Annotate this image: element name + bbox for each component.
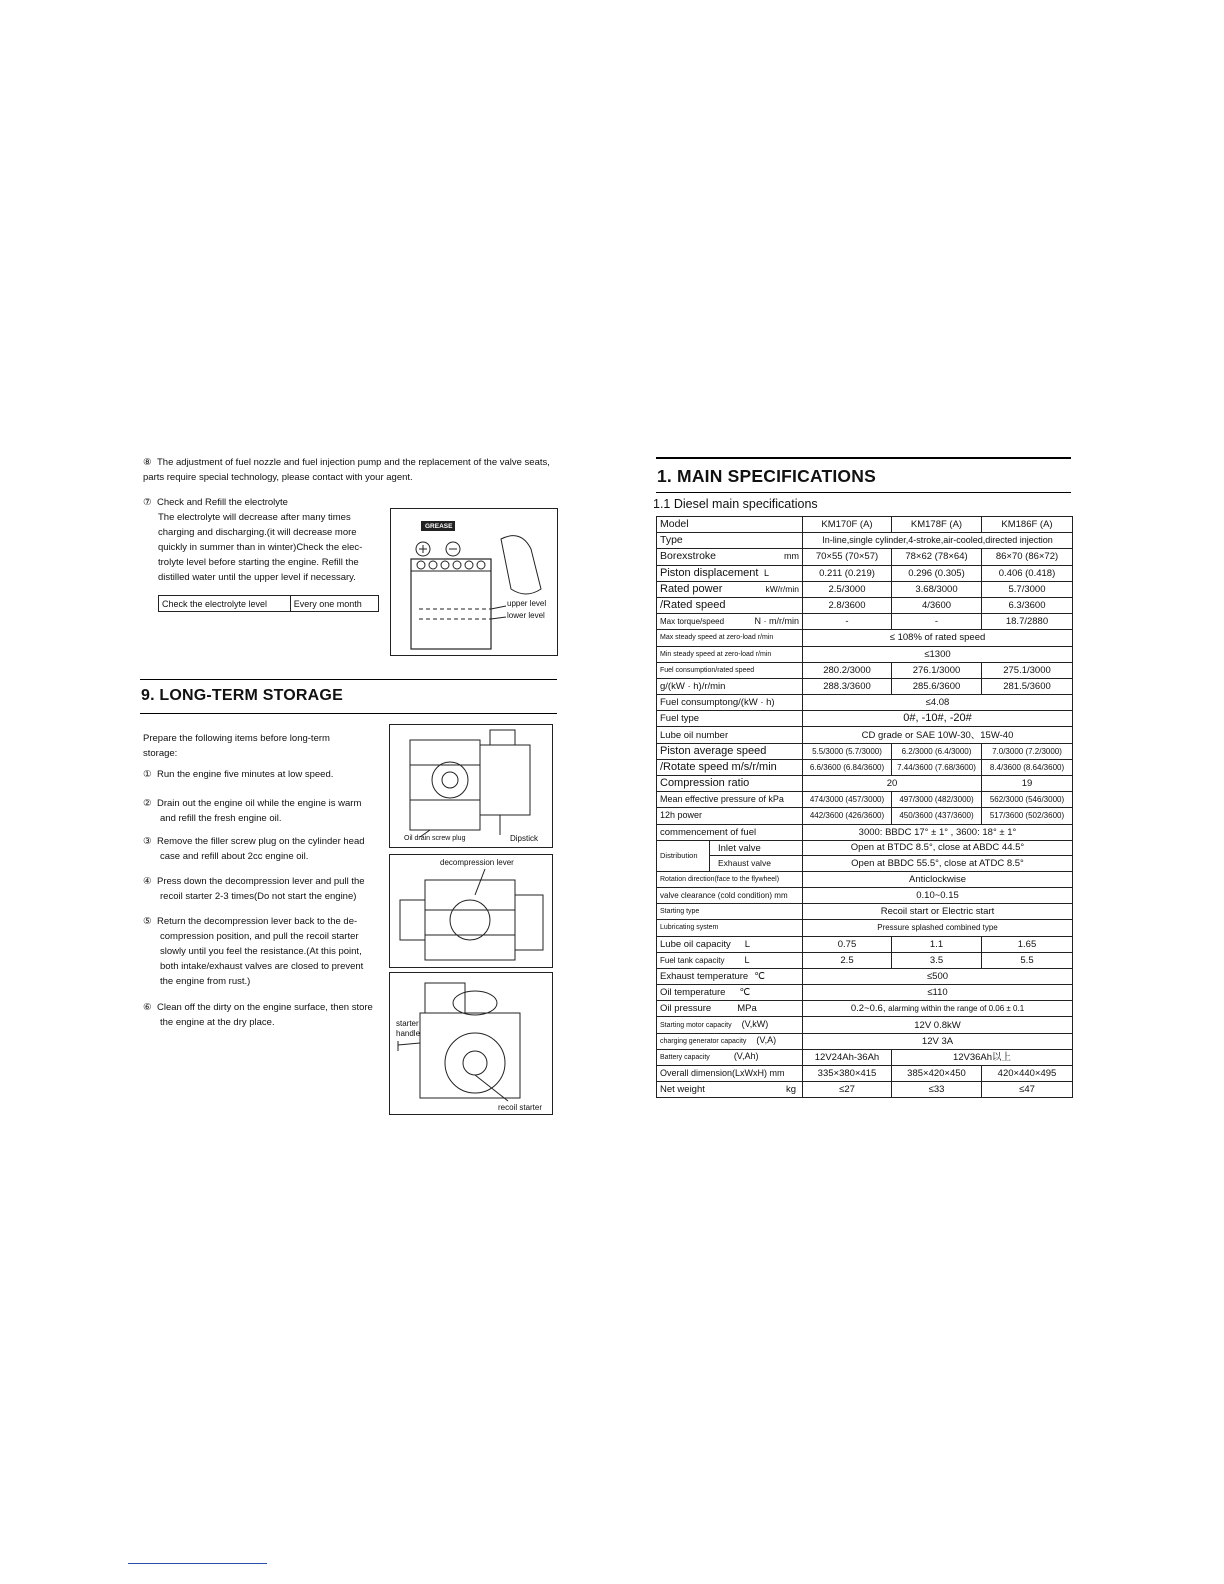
table-row: Battery capacity (V,Ah) 12V24Ah-36Ah 12V36Ah以上 xyxy=(657,1049,1073,1065)
section-9-bottom-rule xyxy=(140,713,557,714)
starter-label: starter xyxy=(396,1019,419,1028)
spec-bottom-rule xyxy=(656,492,1071,493)
engine-oil-drain-figure xyxy=(389,724,553,848)
table-row: Max torque/speed N · m/r/min - - 18.7/2880 xyxy=(657,614,1073,630)
table-row: Mean effective pressure of kPa 474/3000 (457/3000) 497/3000 (482/3000) 562/3000 (546/3000) xyxy=(657,792,1073,808)
table-row: Lubricating system Pressure splashed combined type xyxy=(657,920,1073,936)
battery-illustration xyxy=(391,509,557,655)
table-row: commencement of fuel 3000: BBDC 17° ± 1° , 3600: 18° ± 1° xyxy=(657,824,1073,840)
grease-tag: GREASE xyxy=(425,523,453,530)
spec-top-rule xyxy=(656,457,1071,459)
item-7-title: ⑦ Check and Refill the electrolyte xyxy=(143,497,288,508)
table-row: Fuel tank capacity L 2.5 3.5 5.5 xyxy=(657,952,1073,968)
table-row: Distribution Inlet valve Exhaust valve Open at BTDC 8.5°, close at ABDC 44.5° Open at BBDC 55.5°, close at ATDC 8.5° xyxy=(657,840,1073,871)
engine-top-illustration xyxy=(390,855,552,967)
table-row: Fuel consumptong/(kW · h) ≤4.08 xyxy=(657,695,1073,711)
table-row: Oil pressure MPa 0.2~0.6, alarming within the range of 0.06 ± 0.1 xyxy=(657,1001,1073,1017)
electrolyte-check-table xyxy=(158,595,379,612)
diesel-spec-subheading: 1.1 Diesel main specifications xyxy=(653,497,818,511)
engine-front-illustration xyxy=(390,973,552,1114)
table-row: Net weight kg ≤27 ≤33 ≤47 xyxy=(657,1082,1073,1098)
dipstick-label: Dipstick xyxy=(510,834,539,843)
table-row: g/(kW · h)/r/min 288.3/3600 285.6/3600 281.5/3600 xyxy=(657,678,1073,694)
storage-step-4: ④ Press down the decompression lever and pull the recoil starter 2-3 times(Do not start the engine) xyxy=(143,876,365,902)
storage-step-3: ③ Remove the filler screw plug on the cylinder head case and refill about 2cc engine oil. xyxy=(143,836,365,862)
item-8-number: ⑧ xyxy=(143,457,152,468)
table-row: 12h power 442/3600 (426/3600) 450/3600 (437/3600) 517/3600 (502/3600) xyxy=(657,808,1073,824)
table-row: Max steady speed at zero-load r/min ≤ 108% of rated speed xyxy=(657,630,1073,646)
section-9-top-rule xyxy=(140,679,557,680)
decompression-lever-label: decompression lever xyxy=(440,858,514,867)
electrolyte-interval: Every one month xyxy=(290,596,378,612)
table-row: Type In-line,single cylinder,4-stroke,air-cooled,directed injection xyxy=(657,533,1073,549)
storage-intro: Prepare the following items before long-term storage: xyxy=(143,733,330,759)
table-row: Exhaust temperature ℃ ≤500 xyxy=(657,968,1073,984)
table-row: /Rated speed 2.8/3600 4/3600 6.3/3600 xyxy=(657,597,1073,613)
table-row: Model KM170F (A) KM178F (A) KM186F (A) xyxy=(657,517,1073,533)
storage-step-1: ① Run the engine five minutes at low speed. xyxy=(143,769,334,780)
table-row: Compression ratio 20 19 xyxy=(657,776,1073,792)
table-row: /Rotate speed m/s/r/min 6.6/3600 (6.84/3600) 7.44/3600 (7.68/3600) 8.4/3600 (8.64/3600) xyxy=(657,759,1073,775)
item-8 xyxy=(143,455,563,485)
table-row: Lube oil number CD grade or SAE 10W-30、15W-40 xyxy=(657,727,1073,743)
table-row: Fuel type 0#, -10#, -20# xyxy=(657,711,1073,727)
table-row: Starting type Recoil start or Electric start xyxy=(657,904,1073,920)
table-row: Piston displacement L 0.211 (0.219) 0.296 (0.305) 0.406 (0.418) xyxy=(657,565,1073,581)
table-row: Fuel consumption/rated speed 280.2/3000 276.1/3000 275.1/3000 xyxy=(657,662,1073,678)
item-8-text: The adjustment of fuel nozzle and fuel injection pump and the replacement of the valve seats, parts require special technology, please contact with your agent. xyxy=(143,457,550,483)
handle-label: handle xyxy=(396,1029,421,1038)
electrolyte-task: Check the electrolyte level xyxy=(159,596,291,612)
diesel-spec-table xyxy=(656,516,1073,1098)
oil-drain-label: Oil drain screw plug xyxy=(404,835,466,842)
recoil-starter-label: recoil starter xyxy=(498,1103,543,1112)
upper-level-label: upper level xyxy=(507,599,547,608)
table-row: Lube oil capacity L 0.75 1.1 1.65 xyxy=(657,936,1073,952)
table-row: charging generator capacity (V,A) 12V 3A xyxy=(657,1033,1073,1049)
table-row: Overall dimension(LxWxH) mm 335×380×415 385×420×450 420×440×495 xyxy=(657,1066,1073,1082)
item-7-text: The electrolyte will decrease after many times charging and discharging.(it will decrease more quickly in summer than in winter)Check the elec- trolyte level before starting the engine. Refill the distilled water until the upper level if necessary. xyxy=(158,512,363,583)
lower-level-label: lower level xyxy=(507,611,545,620)
footer-link-rule xyxy=(128,1563,267,1564)
battery-figure xyxy=(390,508,558,656)
table-row: Borexstroke mm 70×55 (70×57) 78×62 (78×64) 86×70 (86×72) xyxy=(657,549,1073,565)
table-row: Starting motor capacity (V,kW) 12V 0.8kW xyxy=(657,1017,1073,1033)
table-row: Oil temperature ℃ ≤110 xyxy=(657,985,1073,1001)
storage-step-6: ⑥ Clean off the dirty on the engine surface, then store the engine at the dry place. xyxy=(143,1002,373,1028)
section-9-heading: 9. LONG-TERM STORAGE xyxy=(141,687,343,704)
table-row: Piston average speed 5.5/3000 (5.7/3000) 6.2/3000 (6.4/3000) 7.0/3000 (7.2/3000) xyxy=(657,743,1073,759)
table-row: valve clearance (cold condition) mm 0.10~0.15 xyxy=(657,887,1073,903)
recoil-starter-figure xyxy=(389,972,553,1115)
table-row: Rotation direction(face to the flywheel) Anticlockwise xyxy=(657,871,1073,887)
decompression-figure xyxy=(389,854,553,968)
engine-side-illustration xyxy=(390,725,552,847)
table-row: Rated power kW/r/min 2.5/3000 3.68/3000 5.7/3000 xyxy=(657,581,1073,597)
storage-step-5: ⑤ Return the decompression lever back to the de- compression position, and pull the recoil starter slowly until you feel the resistance.(At this point, both intake/exhaust valves are closed to prevent the engine from rust.) xyxy=(143,916,364,987)
main-specifications-heading: 1. MAIN SPECIFICATIONS xyxy=(657,466,876,486)
storage-step-2: ② Drain out the engine oil while the engine is warm and refill the fresh engine oil. xyxy=(143,798,362,824)
table-row: Min steady speed at zero-load r/min ≤1300 xyxy=(657,646,1073,662)
